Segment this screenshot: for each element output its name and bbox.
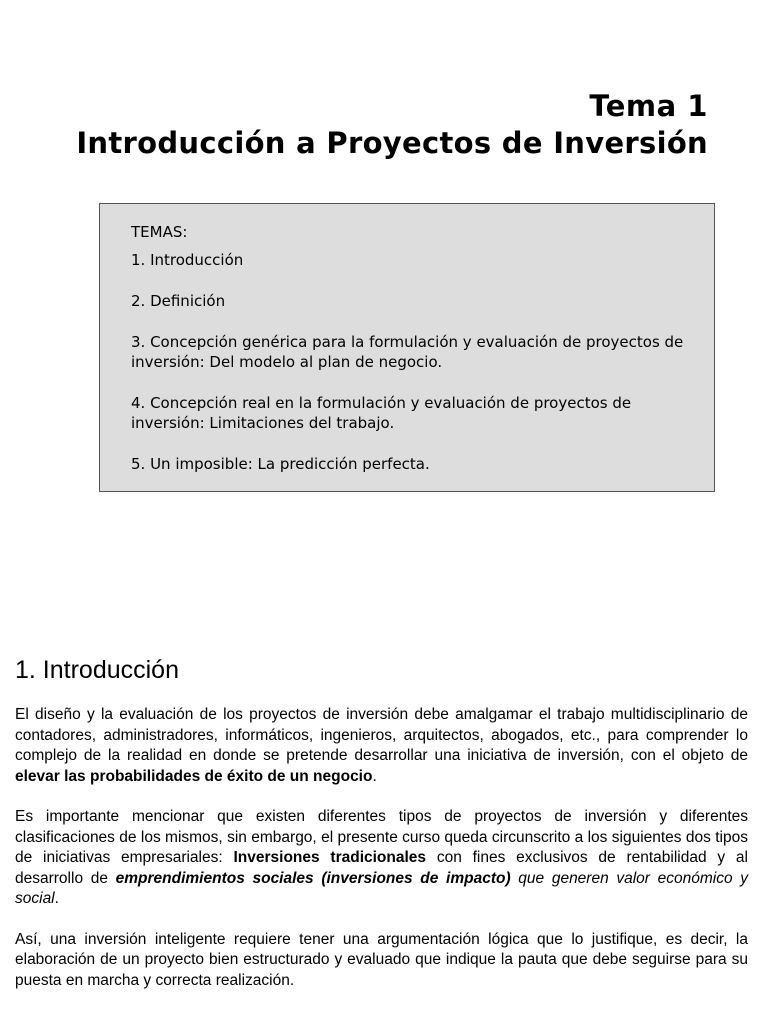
section-title: 1. Introducción	[15, 656, 179, 684]
topic-item-1: 1. Introducción	[131, 251, 244, 269]
title-line-1: Tema 1	[589, 89, 708, 123]
topics-box	[99, 203, 715, 492]
topic-item-4: 4. Concepción real en la formulación y evaluación de proyectos de inversión: Limitaciones del trabajo.	[131, 394, 632, 432]
paragraph-1-end: .	[372, 767, 377, 785]
topic-item-5: 5. Un imposible: La predicción perfecta.	[131, 455, 430, 473]
topic-item-2: 2. Definición	[131, 292, 226, 310]
paragraph-2	[15, 807, 748, 910]
paragraph-2-bold-italic: emprendimientos sociales (inversiones de impacto)	[115, 869, 511, 887]
topics-heading: TEMAS:	[131, 223, 188, 241]
paragraph-1-text: El diseño y la evaluación de los proyectos de inversión debe amalgamar el trabajo multidisciplinario de contadores, administradores, informáticos, ingenieros, arquitectos, abogados, etc., para comprender lo complejo de la realidad en donde se pretende desarrollar una iniciativa de inversión, con el objeto de	[15, 706, 748, 764]
paragraph-3: Así, una inversión inteligente requiere tener una argumentación lógica que lo justifique, es decir, la elaboración de un proyecto bien estructurado y evaluado que indique la pauta que debe seguirse para su puesta en marcha y correcta realización.	[15, 930, 748, 989]
paragraph-2-emphasis: Inversiones tradicionales	[233, 849, 427, 866]
paragraph-1-emphasis: elevar las probabilidades de éxito de un negocio	[15, 767, 373, 785]
section-introduccion	[15, 655, 748, 1011]
title-line-2: Introducción a Proyectos de Inversión	[76, 126, 708, 160]
paragraph-1	[15, 705, 748, 787]
paragraph-2-middle: con fines exclusivos de rentabilidad y al desarrollo de	[15, 849, 748, 887]
document-title	[76, 88, 708, 162]
paragraph-2-text: Es importante mencionar que existen diferentes tipos de proyectos de inversión y diferentes clasificaciones de los mismos, sin embargo, el presente curso queda circunscrito a los siguientes dos tipos de iniciativas empresariales:	[15, 808, 748, 866]
paragraph-2-italic: que generen valor económico y social	[15, 869, 748, 907]
paragraph-2-end: .	[54, 890, 59, 907]
topic-item-3: 3. Concepción genérica para la formulación y evaluación de proyectos de inversión: Del modelo al plan de negocio.	[131, 333, 684, 371]
